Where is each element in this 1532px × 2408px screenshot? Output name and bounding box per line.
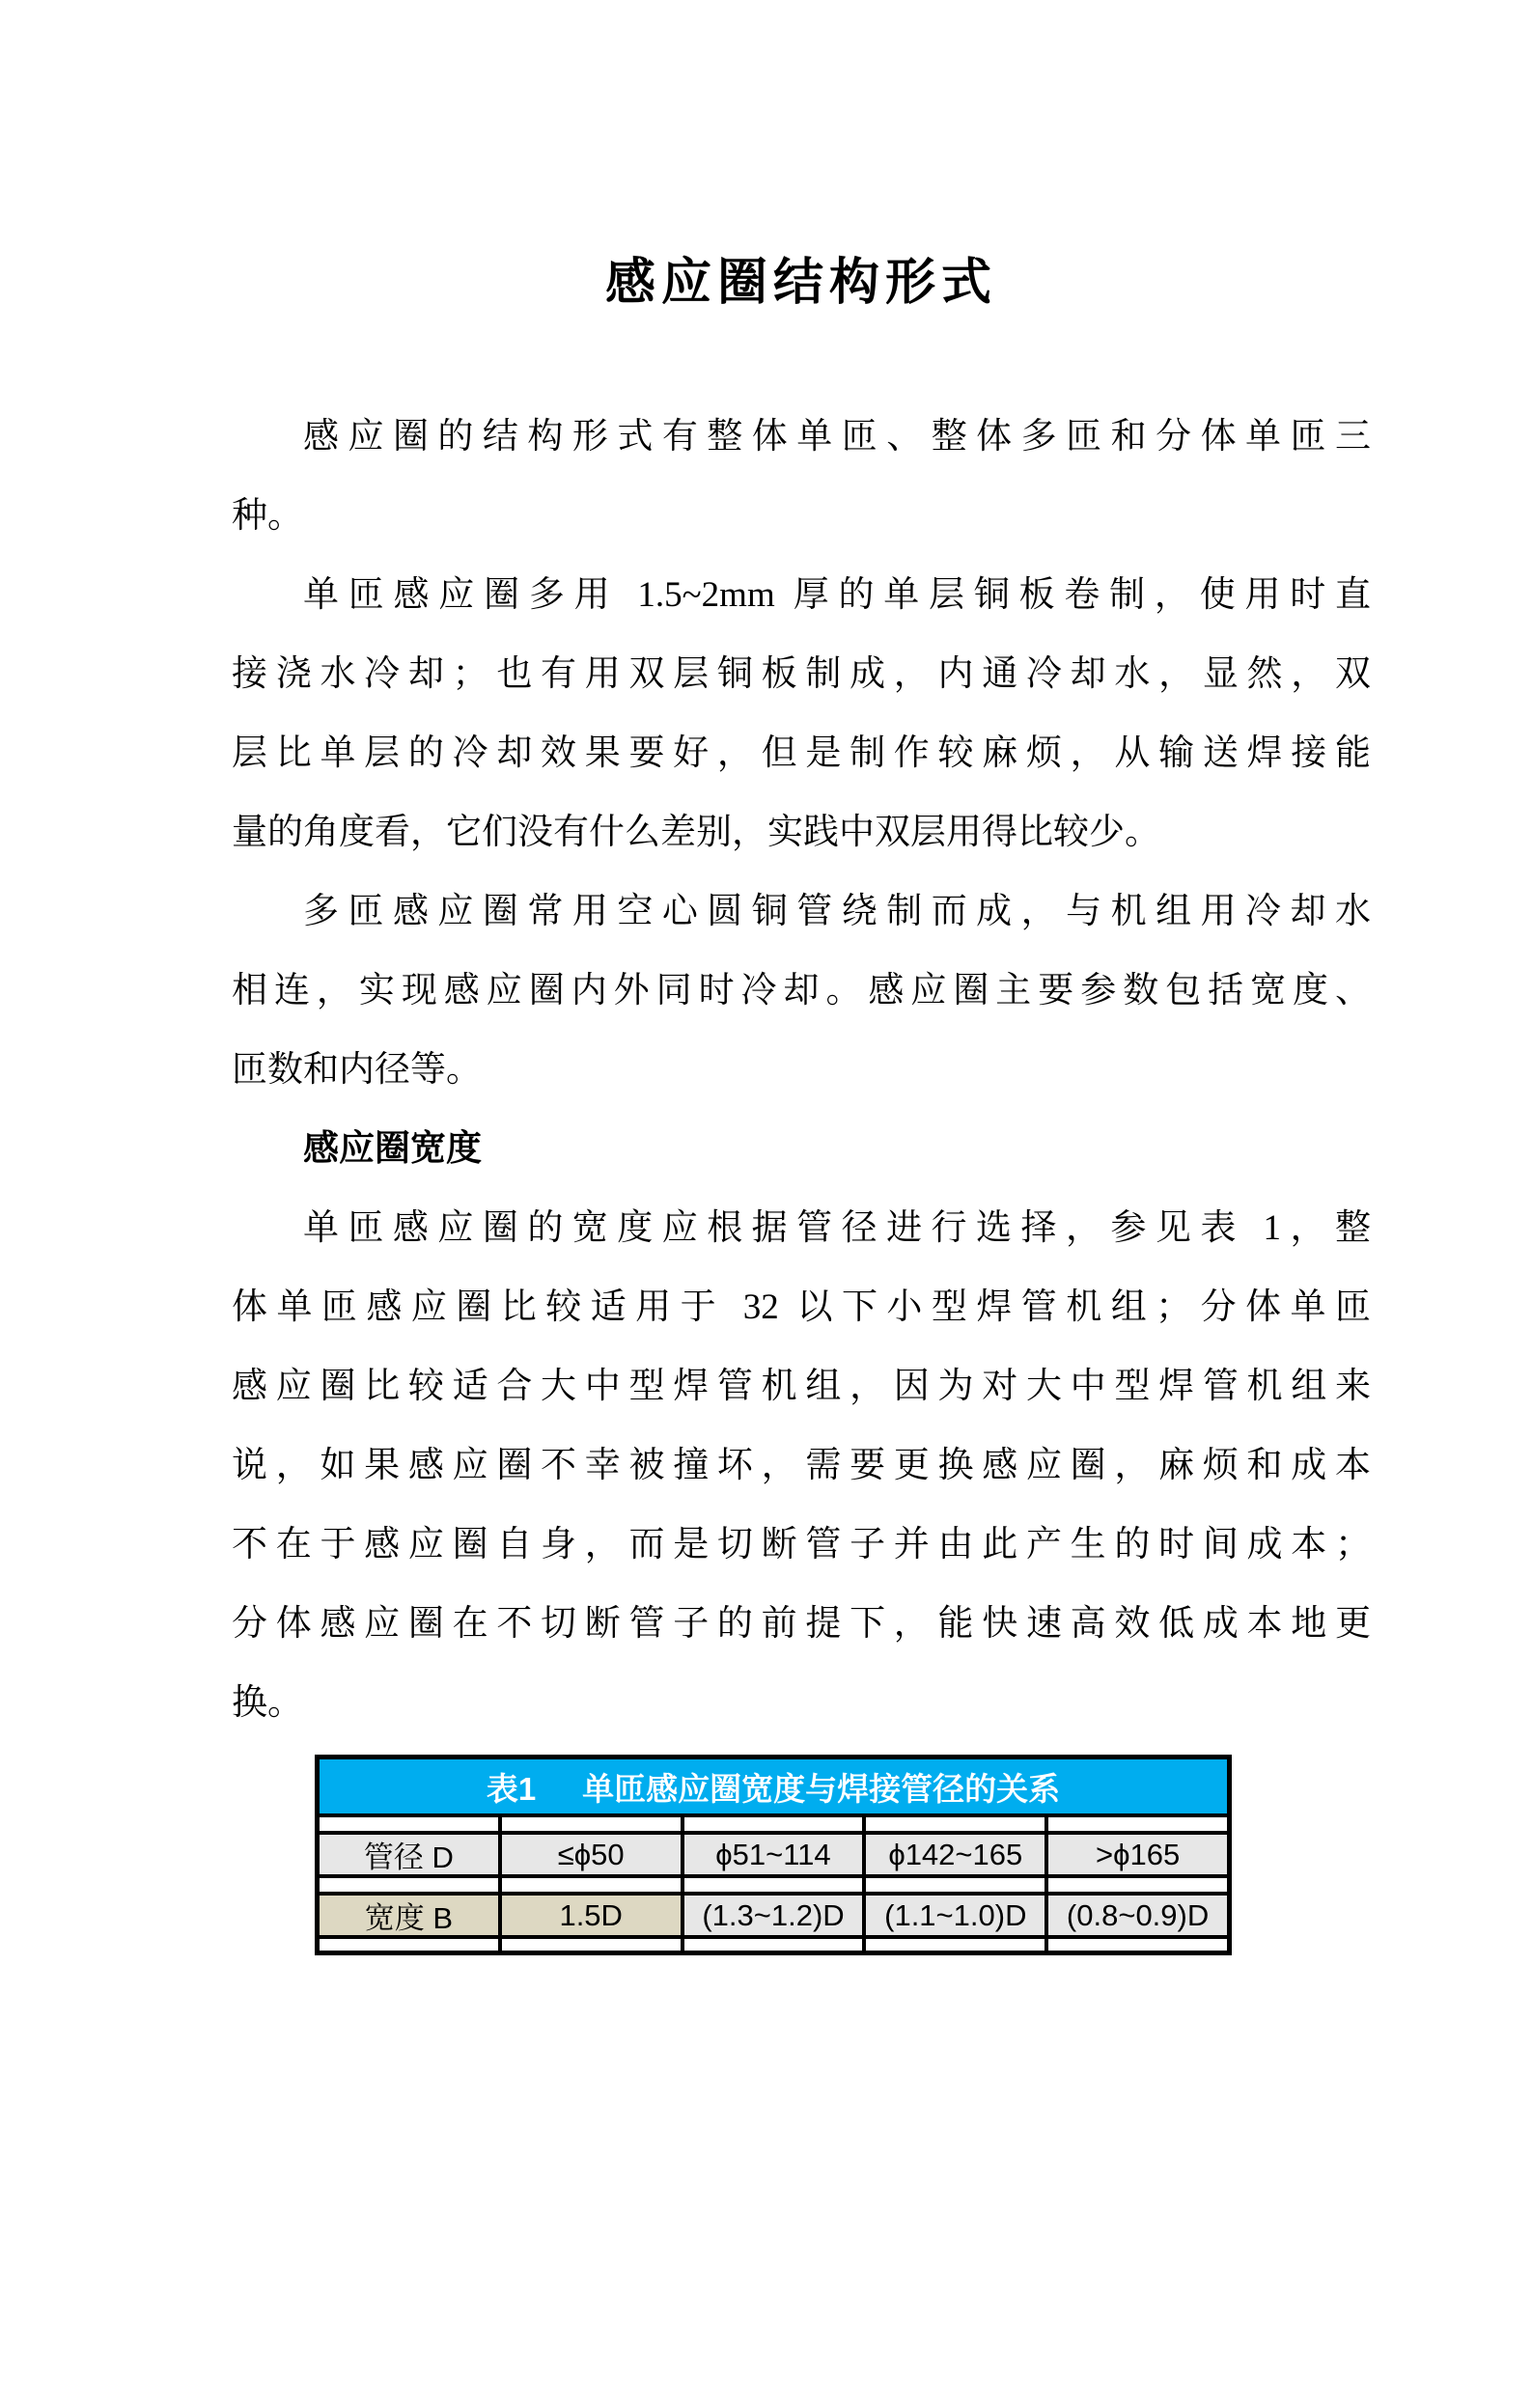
table-spacer-cell <box>866 1878 1045 1892</box>
section-heading: 感应圈宽度 <box>303 1129 482 1169</box>
text-line: 层比单层的冷却效果要好，但是制作较麻烦，从输送焊接能 <box>232 733 1371 773</box>
text-line: 感应圈比较适合大中型焊管机组，因为对大中型焊管机组来 <box>232 1367 1371 1406</box>
row-header-cell: 管径 D <box>320 1835 498 1874</box>
table-spacer-cell <box>320 1817 498 1831</box>
value-cell: ϕ142~165 <box>866 1835 1045 1874</box>
table1-caption <box>320 1759 1227 1813</box>
text-line: 单匝感应圈的宽度应根据管径进行选择，参见表 1，整 <box>303 1208 1371 1248</box>
value-cell: 1.5D <box>502 1896 681 1935</box>
value-cell: ≤ϕ50 <box>502 1835 681 1874</box>
table-spacer-cell <box>320 1939 498 1951</box>
table1 <box>315 1755 1232 1955</box>
page <box>0 241 1532 2408</box>
table-spacer-cell <box>866 1817 1045 1831</box>
text-line: 量的角度看，它们没有什么差别，实践中双层用得比较少。 <box>232 813 1160 852</box>
text-line: 多匝感应圈常用空心圆铜管绕制而成，与机组用冷却水 <box>303 892 1371 931</box>
row-header-cell: 宽度 B <box>320 1896 498 1935</box>
text-line: 分体感应圈在不切断管子的前提下，能快速高效低成本地更 <box>232 1604 1371 1644</box>
text-line: 相连，实现感应圈内外同时冷却。感应圈主要参数包括宽度、 <box>232 971 1371 1010</box>
text-line: 说，如果感应圈不幸被撞坏，需要更换感应圈，麻烦和成本 <box>232 1446 1371 1485</box>
text-line: 不在于感应圈自身，而是切断管子并由此产生的时间成本； <box>232 1525 1371 1564</box>
table1-caption-title: 单匝感应圈宽度与焊接管径的关系 <box>582 1770 1061 1807</box>
table-spacer-cell <box>1048 1939 1227 1951</box>
value-cell: ϕ51~114 <box>684 1835 863 1874</box>
text-line: 感应圈的结构形式有整体单匝、整体多匝和分体单匝三 <box>303 417 1371 457</box>
text-line: 接浇水冷却；也有用双层铜板制成，内通冷却水，显然，双 <box>232 654 1371 694</box>
text-line: 体单匝感应圈比较适用于 32 以下小型焊管机组；分体单匝 <box>232 1287 1371 1327</box>
table-spacer-cell <box>320 1878 498 1892</box>
table-spacer-cell <box>502 1939 681 1951</box>
table-spacer-cell <box>1048 1878 1227 1892</box>
text-line: 种。 <box>232 496 303 536</box>
table-spacer-cell <box>1048 1817 1227 1831</box>
text-line: 换。 <box>232 1683 303 1723</box>
value-cell: (0.8~0.9)D <box>1048 1896 1227 1935</box>
table1-caption-label: 表1 <box>486 1770 537 1807</box>
value-cell: >ϕ165 <box>1048 1835 1227 1874</box>
table-spacer-cell <box>684 1878 863 1892</box>
body-text <box>232 398 1371 1743</box>
document-page <box>232 241 1371 1955</box>
page-title: 感应圈结构形式 <box>604 256 997 311</box>
table-spacer-cell <box>866 1939 1045 1951</box>
table-spacer-cell <box>684 1817 863 1831</box>
value-cell: (1.1~1.0)D <box>866 1896 1045 1935</box>
text-line: 匝数和内径等。 <box>232 1050 482 1090</box>
value-cell: (1.3~1.2)D <box>684 1896 863 1935</box>
table-spacer-cell <box>502 1878 681 1892</box>
table-spacer-cell <box>502 1817 681 1831</box>
table-spacer-cell <box>684 1939 863 1951</box>
text-line: 单匝感应圈多用 1.5~2mm 厚的单层铜板卷制，使用时直 <box>303 575 1371 615</box>
